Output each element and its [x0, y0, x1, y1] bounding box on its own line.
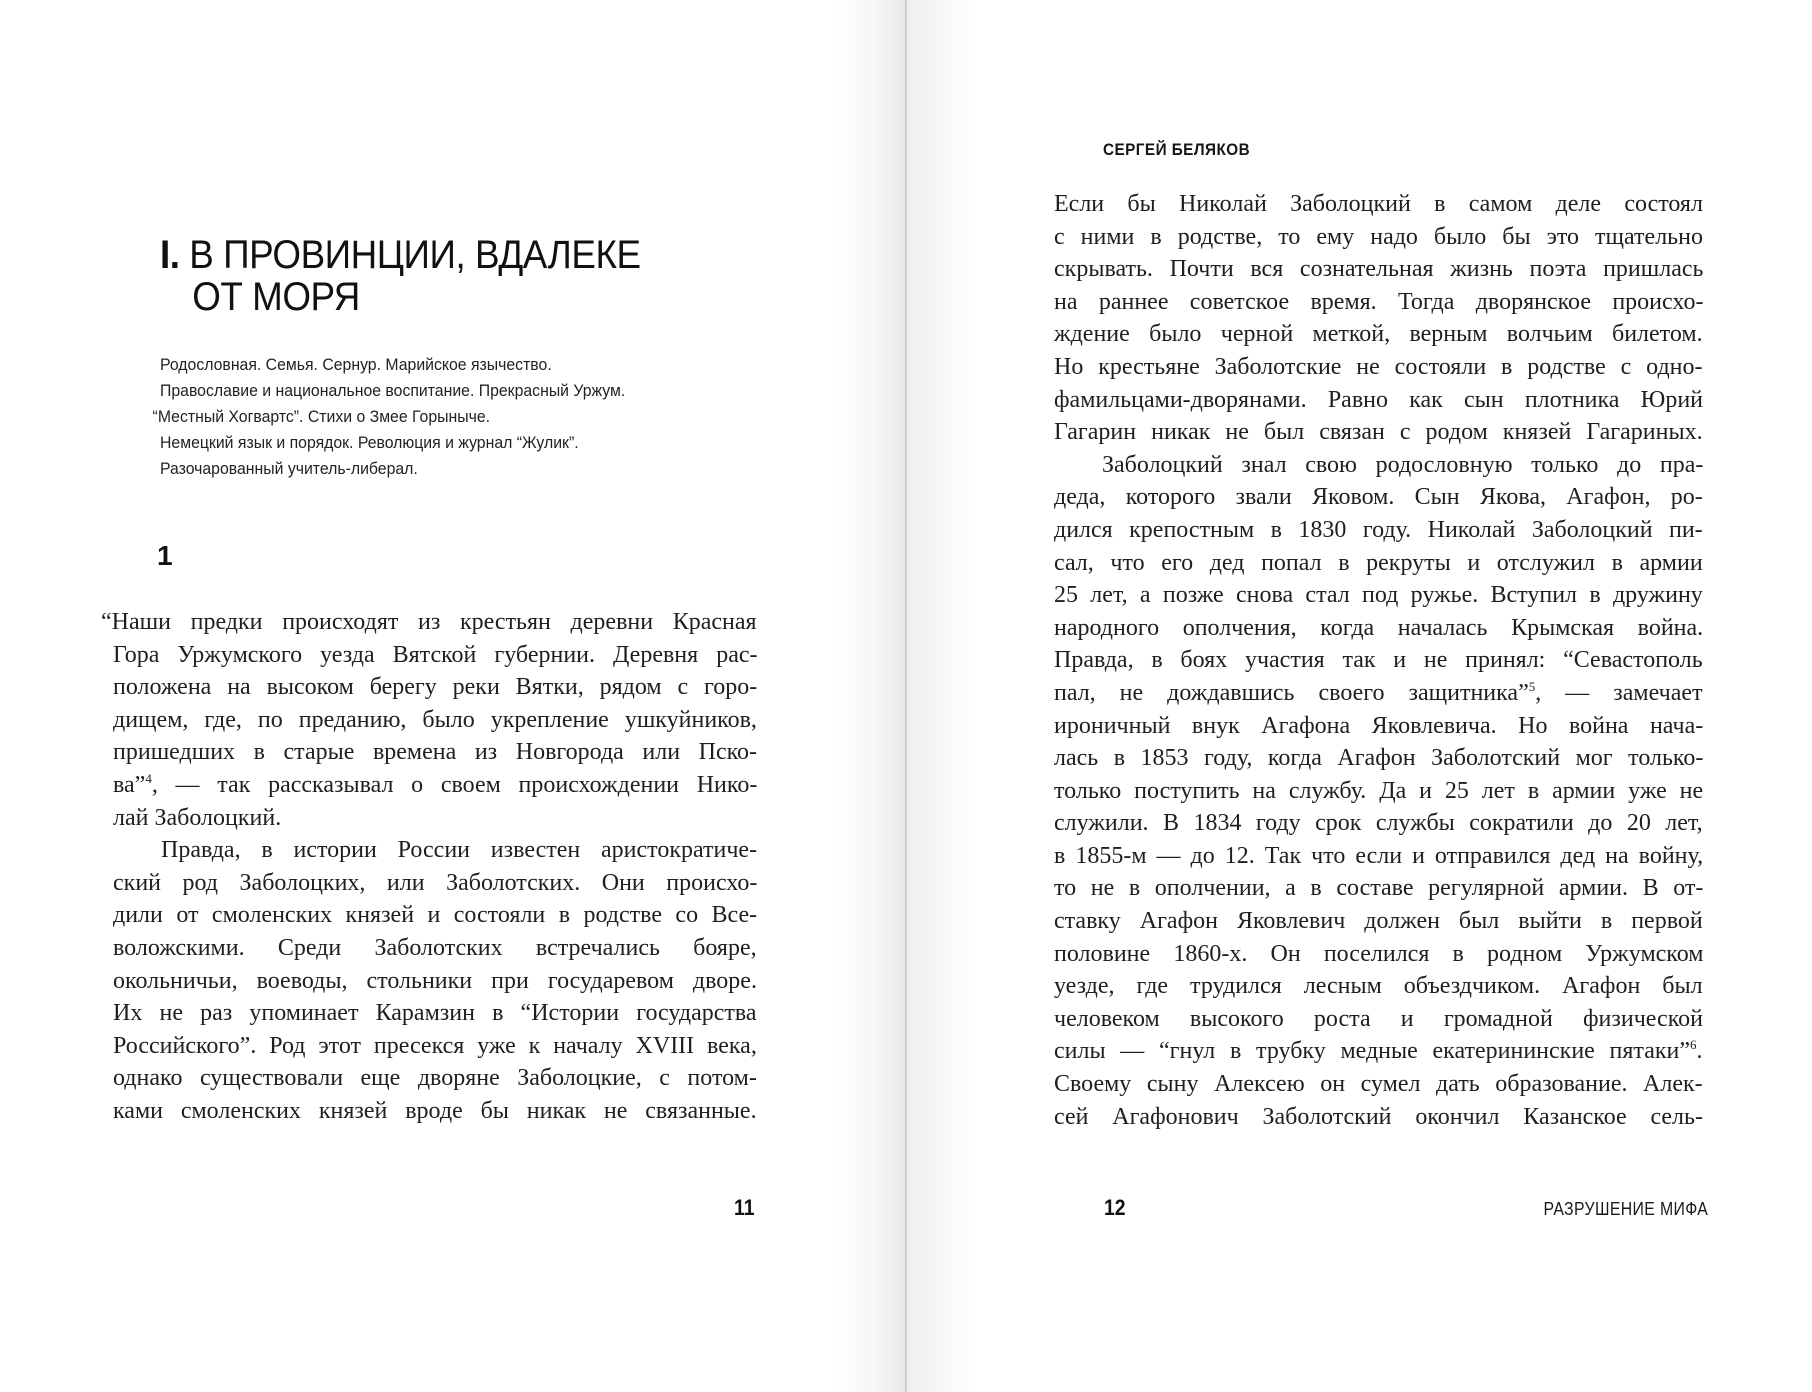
chapter-synopsis [152, 352, 626, 482]
text-line: служили. В 1834 году срок службы сократили до 20 лет, [1054, 810, 1703, 837]
text-line: скрывать. Почти вся сознательная жизнь поэта пришлась [1054, 256, 1704, 283]
text-line: человеком высокого роста и громадной физической [1054, 1005, 1703, 1032]
text-line: фамильцами-дворянами. Равно как сын плотника Юрий [1054, 386, 1704, 413]
running-head-author: СЕРГЕЙ БЕЛЯКОВ [1103, 140, 1251, 159]
footnote-marker[interactable]: 4 [145, 770, 152, 786]
text-line: только поступить на службу. Да и 25 лет в армии уже не [1054, 777, 1704, 804]
text-line: ироничный внук Агафона Яковлевича. Но война нача- [1054, 712, 1704, 739]
gutter-shadow-left [836, 0, 906, 1392]
text-line [1054, 677, 1703, 710]
page-number: 12 [1104, 1195, 1126, 1220]
text-line: то не в ополчении, а в составе регулярной армии. В от- [1054, 875, 1704, 902]
text-fragment: пал, не дождавшись своего защитника” [1054, 679, 1529, 706]
section-number: 1 [157, 540, 173, 571]
text-fragment: , — так рассказывал о своем происхождении Нико- [151, 771, 758, 798]
text-line: 25 лет, а позже снова стал под ружье. Вступил в дружину [1054, 582, 1703, 609]
text-line: Российского”. Род этот пресекся уже к началу XVIII века, [113, 1032, 757, 1059]
text-line: сал, что его дед попал в рекруты и отслужил в армии [1054, 549, 1703, 576]
text-line: дили от смоленских князей и состояли в родстве со Все- [113, 902, 758, 929]
text-line: Правда, в истории России известен аристократиче- [161, 837, 758, 864]
text-fragment: силы — “гнул в трубку медные екатерининские пятаки” [1054, 1038, 1691, 1065]
text-line: Но крестьяне Заболотские не состояли в родстве с одно- [1054, 353, 1703, 380]
text-line: Гора Уржумского уезда Вятской губернии. Деревня рас- [113, 641, 758, 668]
text-line: деда, которого звали Яковом. Сын Якова, Агафон, ро- [1054, 484, 1703, 511]
chapter-title-line-2: ОТ МОРЯ [192, 275, 360, 319]
synopsis-line: “Местный Хогвартс”. Стихи о Змее Горыныче. [152, 407, 491, 426]
text-line: дищем, где, по преданию, было укрепление ушкуйников, [113, 706, 757, 733]
text-line: лай Заболоцкий. [113, 804, 282, 831]
text-line: Правда, в боях участия так и не принял: “Севастополь [1054, 647, 1703, 674]
book-spine-divider [905, 0, 907, 1392]
text-line: дился крепостным в 1830 году. Николай Заболоцкий пи- [1054, 516, 1703, 543]
text-line: Заболоцкий знал свою родословную только до пра- [1102, 451, 1704, 478]
footnote-marker[interactable]: 5 [1528, 678, 1536, 694]
text-line: Если бы Николай Заболоцкий в самом деле состоял [1054, 191, 1703, 217]
text-line: “Наши предки происходят из крестьян деревни Красная [101, 609, 757, 635]
synopsis-line: Родословная. Семья. Сернур. Марийское язычество. [160, 355, 552, 374]
text-line: Своему сыну Алексею он сумел дать образование. Алек- [1054, 1071, 1703, 1098]
right-page [906, 0, 1812, 1392]
chapter-heading [160, 234, 641, 318]
text-line: с ними в родстве, то ему надо было бы это тщательно [1054, 223, 1703, 250]
running-foot-book-title: РАЗРУШЕНИЕ МИФА [1543, 1199, 1708, 1219]
chapter-title-line-1: В ПРОВИНЦИИ, ВДАЛЕКЕ [189, 233, 641, 277]
text-line: окольничьи, воеводы, стольники при государевом дворе. [113, 967, 757, 994]
page-number: 11 [734, 1195, 755, 1220]
text-line: положена на высоком берегу реки Вятки, рядом с горо- [113, 674, 758, 701]
text-line: ками смоленских князей вроде бы никак не связанные. [113, 1097, 757, 1124]
text-line: однако существовали еще дворяне Заболоцкие, с потом- [113, 1065, 757, 1092]
text-line: пришедших в старые времена из Новгорода или Пско- [113, 739, 758, 766]
synopsis-line: Немецкий язык и порядок. Революция и журнал “Жулик”. [160, 433, 579, 452]
synopsis-line: Разочарованный учитель-либерал. [160, 459, 418, 478]
text-line: ский род Заболоцких, или Заболотских. Они происхо- [113, 869, 758, 896]
text-line: лась в 1853 году, когда Агафон Заболотский мог только- [1054, 745, 1704, 772]
text-line: Гагарин никак не был связан с родом князей Гагариных. [1054, 419, 1703, 446]
right-body-text [1054, 188, 1703, 1133]
text-fragment: . [1696, 1038, 1703, 1065]
text-line [113, 769, 757, 802]
text-line: на раннее советское время. Тогда дворянское происхо- [1054, 288, 1704, 315]
text-fragment: ва” [113, 771, 146, 798]
text-line: ждение было черной меткой, верным волчьим билетом. [1054, 321, 1703, 348]
left-body-text [101, 606, 758, 1128]
synopsis-line: Православие и национальное воспитание. Прекрасный Уржум. [160, 381, 626, 400]
text-line: ставку Агафон Яковлевич должен был выйти в первой [1054, 908, 1703, 935]
text-line: уезде, где трудился лесным объездчиком. Агафон был [1054, 973, 1703, 1000]
text-line: воложскими. Среди Заболотских встречались бояре, [113, 934, 757, 961]
footnote-marker[interactable]: 6 [1690, 1037, 1697, 1053]
text-fragment: , — замечает [1535, 679, 1703, 706]
chapter-numeral: I. [160, 233, 180, 277]
text-line [1054, 1035, 1703, 1068]
text-line: народного ополчения, когда началась Крымская война. [1054, 614, 1704, 641]
text-line: сей Агафонович Заболотский окончил Казанское сель- [1054, 1103, 1703, 1130]
text-line: половине 1860-х. Он поселился в родном Уржумском [1054, 940, 1704, 967]
text-line: Их не раз упоминает Карамзин в “Истории государства [113, 1000, 757, 1027]
gutter-shadow-right [906, 0, 976, 1392]
text-line: в 1855-м — до 12. Так что если и отправился дед на войну, [1054, 842, 1704, 869]
